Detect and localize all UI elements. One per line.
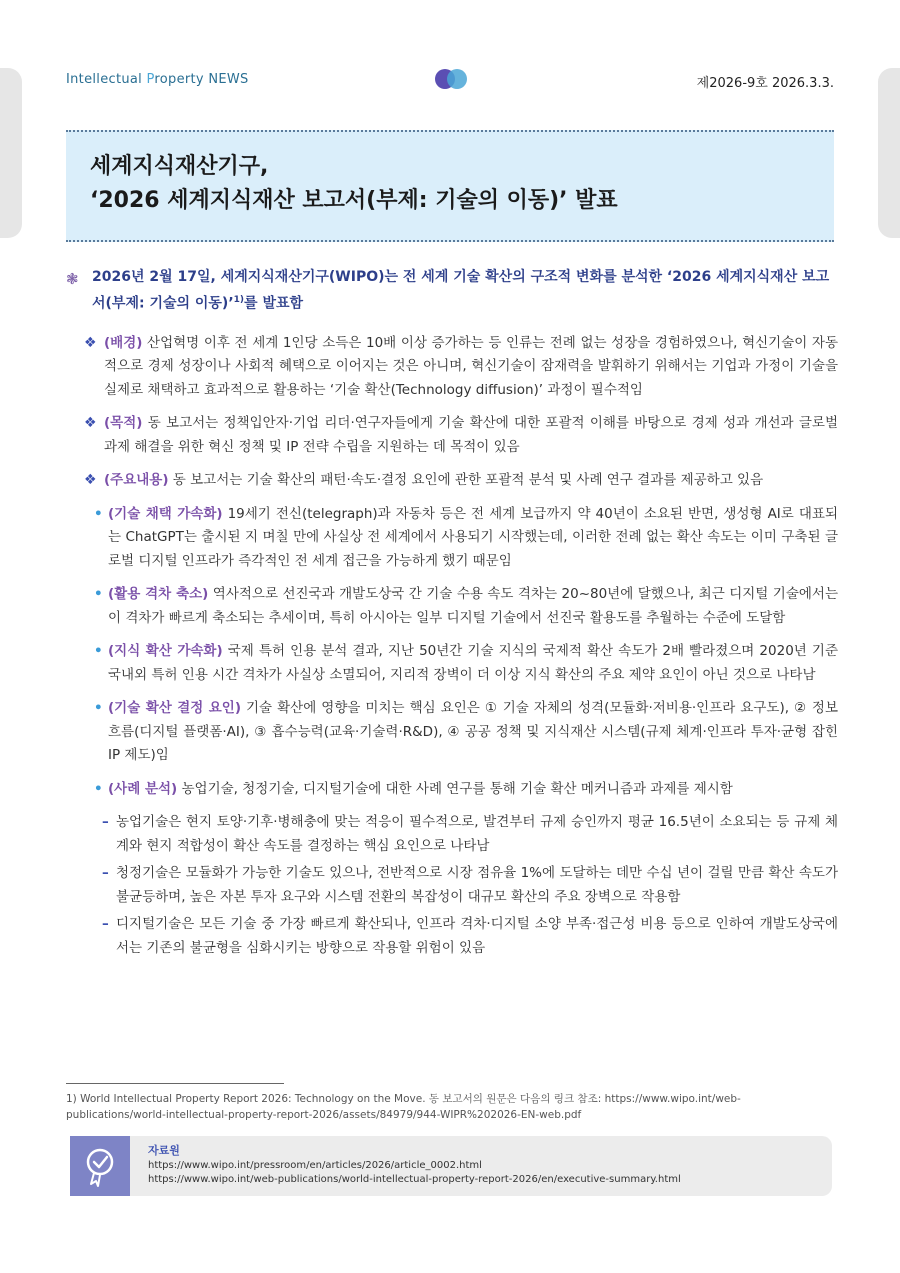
dot-bullet-icon: • [94, 780, 103, 797]
dash-bullet-icon: – [102, 916, 109, 933]
page-title-line2: ‘2026 세계지식재산 보고서(부제: 기술의 이동)’ 발표 [90, 188, 618, 213]
logo-circles-icon [432, 68, 470, 90]
sub-item: • (활용 격차 축소) 역사적으로 선진국과 개발도상국 간 기술 수용 속도 격차는 20~80년에 달했으나, 최근 디지털 기술에서는 이 격차가 빠르게 축소되는 추세이며, 특히 아시아는 일부 디지털 기술에서 선진국 활용도를 추월하는 수준에 도달함 [66, 583, 838, 630]
sub-item: • (기술 채택 가속화) 19세기 전신(telegraph)과 자동차 등은 전 세계 보급까지 약 40년이 소요된 반면, 생성형 AI로 대표되는 ChatGPT는 출시된 지 며칠 만에 사실상 전 세계에서 사용되기 시작했는데, 이러한 전례 없는 확산 속도는 이미 구축된 글로벌 디지털 인프라가 즉각적인 전 세계 접근을 가능하게 했기 때문임 [66, 503, 838, 574]
diamond-bullet-icon: ❖ [84, 334, 97, 351]
dot-bullet-icon: • [94, 643, 103, 660]
newsletter-brand: Intellectual Property NEWS [66, 72, 249, 87]
issue-number: 제2026-9호 2026.3.3. [696, 76, 834, 91]
dash-item: – 농업기술은 현지 토양·기후·병해충에 맞는 적응이 필수적으로, 발견부터 규제 승인까지 평균 16.5년이 소요되는 등 규제 체계와 현지 적합성이 확산 속도를 결정하는 핵심 요인으로 나타남 [66, 811, 838, 858]
item-main-content: ❖ (주요내용) 동 보고서는 기술 확산의 패턴·속도·결정 요인에 관한 포괄적 분석 및 사례 연구 결과를 제공하고 있음 [66, 469, 838, 493]
sub-item: • (지식 확산 가속화) 국제 특허 인용 분석 결과, 지난 50년간 기술 지식의 국제적 확산 속도가 2배 빨라졌으며 2020년 기준 국내외 특허 인용 시간 격차가 사실상 소멸되어, 지리적 장벽이 더 이상 지식 확산의 주요 제약 요인이 아닌 것으로 나타남 [66, 640, 838, 687]
checkmark-badge-icon [70, 1136, 130, 1196]
dash-bullet-icon: – [102, 865, 109, 882]
snowflake-icon: ❃ [66, 270, 79, 288]
dash-bullet-icon: – [102, 814, 109, 831]
source-icon-box [70, 1136, 130, 1196]
lead-paragraph: ❃ 2026년 2월 17일, 세계지식재산기구(WIPO)는 전 세계 기술 확산의 구조적 변화를 분석한 ‘2026 세계지식재산 보고서(부제: 기술의 이동)’$^{1)}$를 발표함 [66, 269, 830, 312]
item-purpose: ❖ (목적) 동 보고서는 정책입안자·기업 리더·연구자들에게 기술 확산에 대한 포괄적 이해를 바탕으로 경제 성과 개선과 글로벌 과제 해결을 위한 혁신 정책 및 IP 전략 수립을 지원하는 데 목적이 있음 [66, 412, 838, 459]
article-body [66, 266, 838, 964]
title-box [66, 130, 834, 242]
footnote: 1) World Intellectual Property Report 2026: Technology on the Move. 동 보고서의 원문은 다음의 링크 참조: https://www.wipo.int/web-publications/world-intellectual-property-report-2026/assets/84979/944-WIPR%202026-EN-web.pdf [66, 1093, 741, 1121]
sub-item: • (기술 확산 결정 요인) 기술 확산에 영향을 미치는 핵심 요인은 ① 기술 자체의 성격(모듈화·저비용·인프라 요구도), ② 정보 흐름(디지털 플랫폼·AI), ③ 흡수능력(교육·기술력·R&D), ④ 공공 정책 및 지식재산 시스템(규제 체계·인프라 투자·균형 잡힌 IP 제도)임 [66, 697, 838, 768]
source-title: 자료원 [148, 1144, 180, 1157]
dash-item: – 청정기술은 모듈화가 가능한 기술도 있으나, 전반적으로 시장 점유율 1%에 도달하는 데만 수십 년이 걸릴 만큼 확산 속도가 불균등하며, 높은 자본 투자 요구와 시스템 전환의 복잡성이 대규모 확산의 주요 장벽으로 작용함 [66, 862, 838, 909]
diamond-bullet-icon: ❖ [84, 415, 97, 432]
dash-item: – 디지털기술은 모든 기술 중 가장 빠르게 확산되나, 인프라 격차·디지털 소양 부족·접근성 비용 등으로 인하여 개발도상국에서는 기존의 불균형을 심화시키는 방향으로 작용할 위험이 있음 [66, 913, 838, 960]
source-text [148, 1144, 681, 1187]
footnote-divider [66, 1083, 284, 1084]
sub-item: • (사례 분석) 농업기술, 청정기술, 디지털기술에 대한 사례 연구를 통해 기술 확산 메커니즘과 과제를 제시함 [66, 778, 838, 802]
right-page-tab [878, 68, 900, 238]
source-box [70, 1136, 832, 1196]
dot-bullet-icon: • [94, 586, 103, 603]
source-link-1[interactable]: https://www.wipo.int/pressroom/en/articles/2026/article_0002.html [148, 1160, 482, 1171]
page-title-line1: 세계지식재산기구, [90, 154, 269, 179]
source-link-2[interactable]: https://www.wipo.int/web-publications/world-intellectual-property-report-2026/en/executive-summary.html [148, 1174, 681, 1185]
dot-bullet-icon: • [94, 505, 103, 522]
dot-bullet-icon: • [94, 700, 103, 717]
diamond-bullet-icon: ❖ [84, 472, 97, 489]
item-background: ❖ (배경) 산업혁명 이후 전 세계 1인당 소득은 10배 이상 증가하는 등 인류는 전례 없는 성장을 경험하였으나, 혁신기술이 자동적으로 경제 성장이나 사회적 혜택으로 이어지는 것은 아니며, 혁신기술이 잠재력을 발휘하기 위해서는 기업과 가정이 기술을 실제로 채택하고 효과적으로 활용하는 ‘기술 확산(Technology diffusion)’ 과정이 필수적임 [66, 332, 838, 403]
left-page-tab [0, 68, 22, 238]
